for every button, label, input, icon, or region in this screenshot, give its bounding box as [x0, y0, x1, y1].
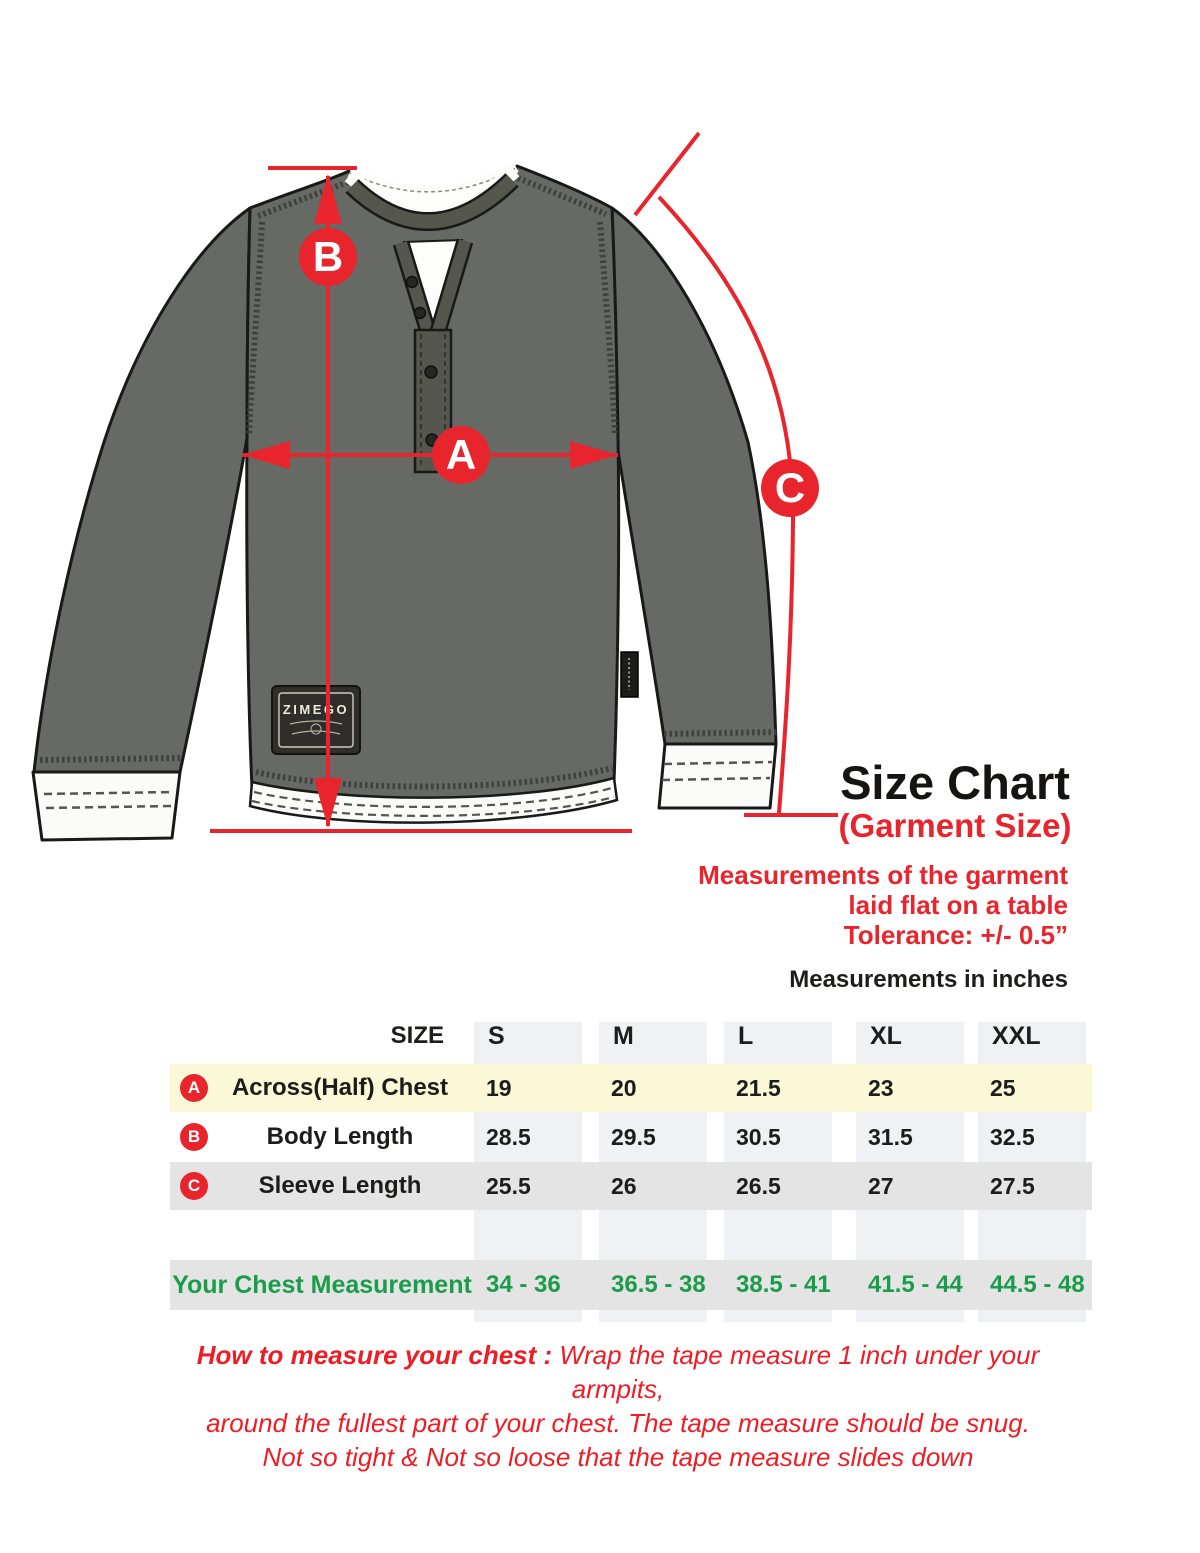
table-row-body-length	[170, 1112, 1092, 1162]
cell-value: 27	[868, 1172, 894, 1199]
how-to-line-2: around the fullest part of your chest. The tape measure should be snug.	[206, 1408, 1030, 1438]
row-label: Across(Half) Chest	[231, 1074, 449, 1101]
garment-note-line: Measurements of the garment	[698, 860, 1068, 890]
cell-value: 34 - 36	[486, 1271, 561, 1298]
size-header-l: L	[738, 1022, 754, 1050]
cell-value: 29.5	[611, 1123, 656, 1150]
table-row-sleeve-length	[170, 1162, 1092, 1210]
cell-value: 30.5	[736, 1123, 781, 1150]
marker-c-letter: C	[774, 464, 806, 511]
marker-b-letter: B	[312, 233, 344, 280]
cell-value: 36.5 - 38	[611, 1271, 706, 1298]
table-header-row	[170, 1008, 1092, 1064]
cell-value: 26.5	[736, 1172, 781, 1199]
size-header-xl: XL	[870, 1022, 902, 1050]
how-to-lead: How to measure your chest :	[196, 1340, 553, 1370]
size-header-xxl: XXL	[992, 1022, 1041, 1050]
units-note: Measurements in inches	[789, 966, 1068, 993]
row-label: Sleeve Length	[258, 1172, 422, 1199]
cell-value: 19	[486, 1074, 512, 1101]
cell-value: 21.5	[736, 1074, 781, 1101]
cell-value: 28.5	[486, 1123, 531, 1150]
garment-note-line: laid flat on a table	[848, 890, 1068, 920]
cell-value: 32.5	[990, 1123, 1035, 1150]
page-subtitle: (Garment Size)	[838, 807, 1072, 844]
row-marker-c: C	[180, 1172, 208, 1200]
garment-note	[650, 860, 1068, 950]
table-row-across-chest	[170, 1064, 1092, 1112]
row-label: Body Length	[266, 1123, 414, 1150]
brand-patch-text: ZIMEGO	[282, 702, 350, 717]
size-table	[170, 1008, 1092, 1330]
size-column-header: SIZE	[390, 1022, 444, 1049]
cell-value: 41.5 - 44	[868, 1271, 963, 1298]
how-to-line-3: Not so tight & Not so loose that the tape measure slides down	[262, 1442, 974, 1472]
chest-row-label: Your Chest Measurement	[172, 1270, 472, 1299]
row-marker-b: B	[180, 1123, 208, 1151]
how-to-measure-note	[150, 1338, 1086, 1474]
row-marker-a: A	[180, 1074, 208, 1102]
cell-value: 27.5	[990, 1172, 1035, 1199]
marker-a-letter: A	[445, 431, 477, 478]
cell-value: 44.5 - 48	[990, 1271, 1085, 1298]
page-title: Size Chart	[840, 756, 1070, 809]
cell-value: 26	[611, 1172, 637, 1199]
table-row-chest-measurement	[170, 1260, 1092, 1310]
side-tag	[621, 652, 638, 697]
cell-value: 25	[990, 1074, 1016, 1101]
size-header-s: S	[488, 1022, 505, 1050]
garment-note-line: Tolerance: +/- 0.5”	[843, 920, 1068, 950]
how-to-line-1	[150, 1338, 1086, 1406]
brand-patch	[272, 686, 360, 754]
size-header-m: M	[613, 1022, 634, 1050]
cell-value: 31.5	[868, 1123, 913, 1150]
cell-value: 20	[611, 1074, 637, 1101]
cell-value: 25.5	[486, 1172, 531, 1199]
right-cuff	[659, 744, 776, 808]
cell-value: 23	[868, 1074, 894, 1101]
cell-value: 38.5 - 41	[736, 1271, 831, 1298]
title-block	[790, 758, 1120, 844]
how-to-line-1-rest: Wrap the tape measure 1 inch under your armpits,	[552, 1340, 1040, 1404]
